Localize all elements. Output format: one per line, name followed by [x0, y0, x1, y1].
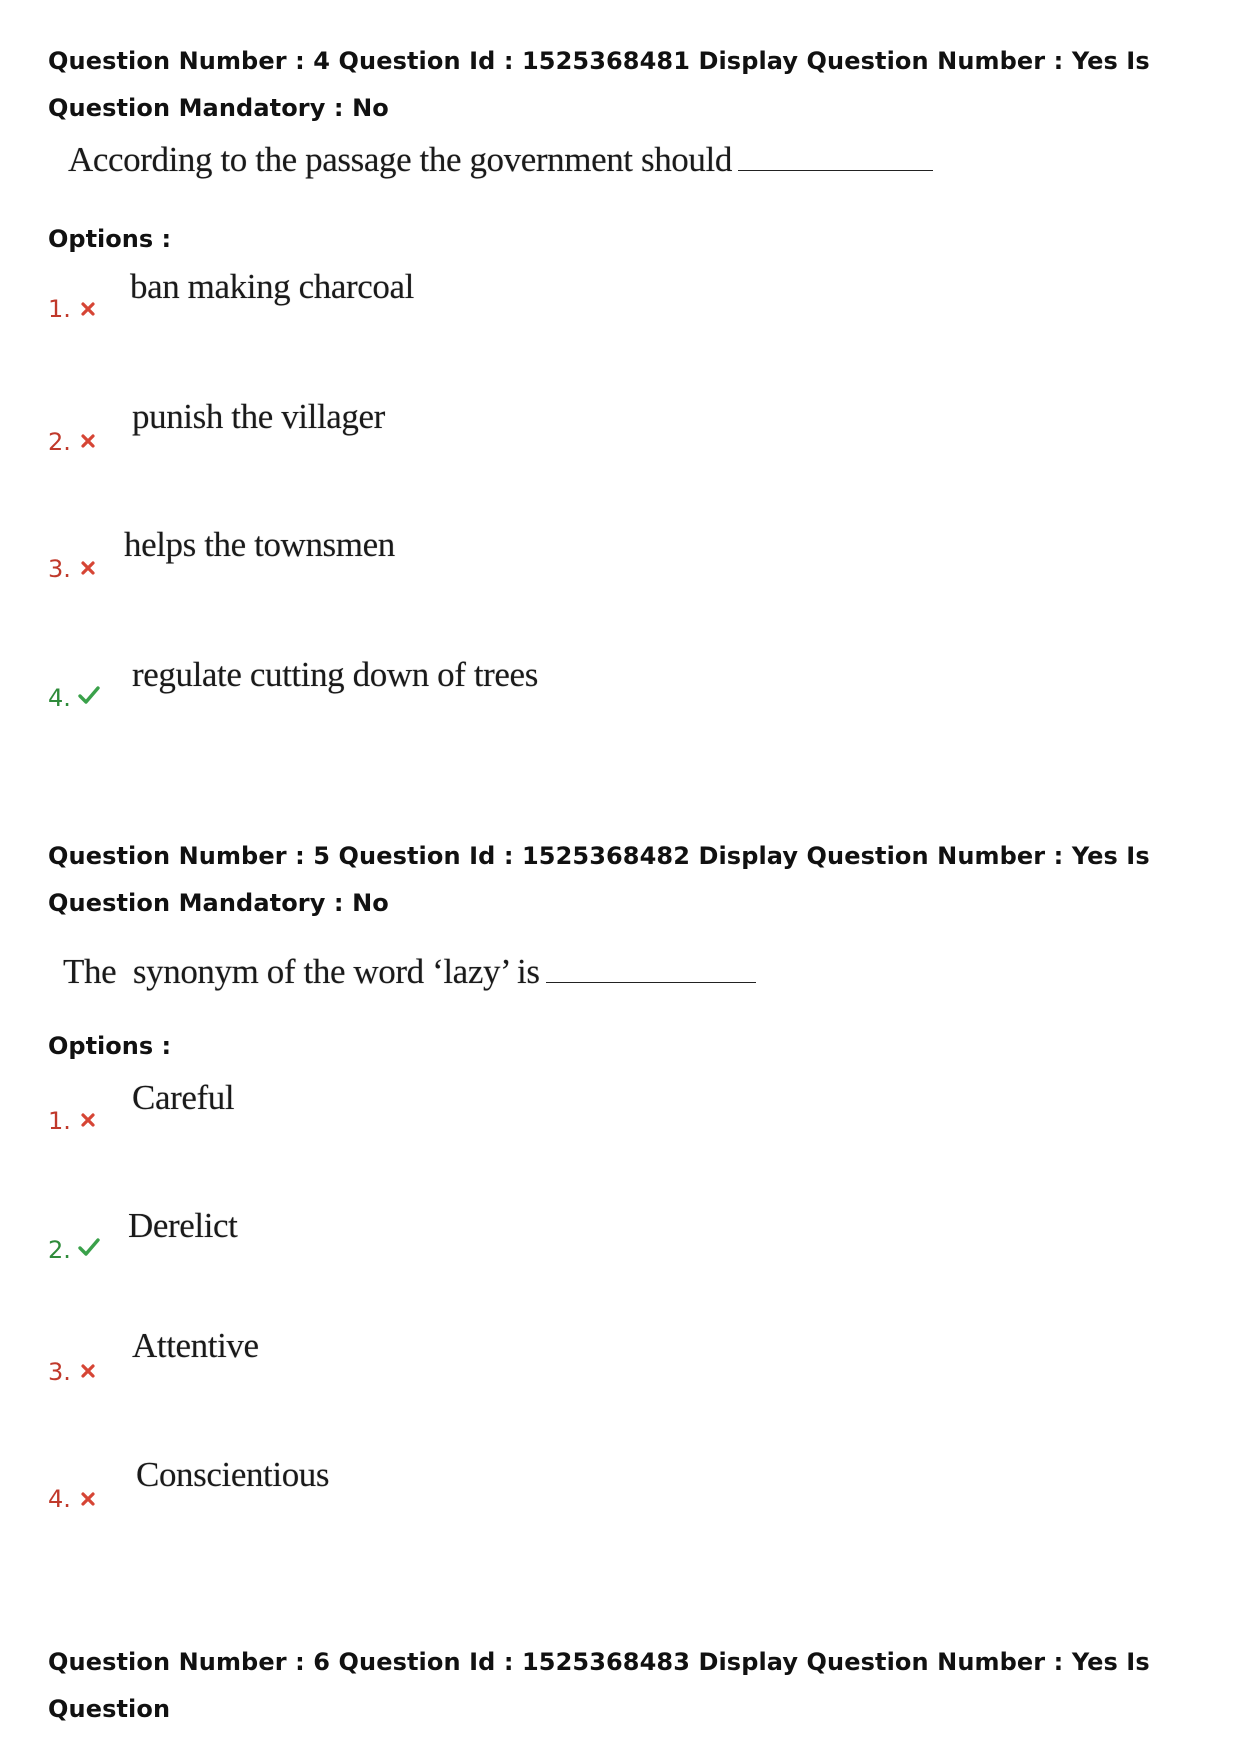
check-icon	[77, 684, 101, 706]
question-header: Question Number : 5 Question Id : 1525368482 Display Question Number : Yes Is Question Mandatory : No	[48, 842, 1150, 917]
option-number: 3.	[48, 555, 71, 583]
option-text: Derelict	[128, 1206, 238, 1245]
option-item[interactable]	[48, 385, 1148, 456]
question-text	[63, 952, 756, 992]
option-item[interactable]	[48, 1195, 1148, 1264]
option-number: 4.	[48, 1485, 71, 1513]
cross-icon	[80, 1363, 96, 1379]
option-text: helps the townsmen	[124, 525, 395, 564]
option-item[interactable]	[48, 1445, 1148, 1513]
option-item[interactable]	[48, 1315, 1148, 1386]
cross-icon	[80, 301, 96, 317]
option-number: 2.	[48, 428, 71, 456]
option-item[interactable]	[48, 645, 1148, 712]
option-number: 2.	[48, 1236, 71, 1264]
options-label: Options :	[48, 1032, 172, 1060]
option-item[interactable]	[48, 1065, 1148, 1135]
option-number: 3.	[48, 1358, 71, 1386]
cross-icon	[80, 1491, 96, 1507]
option-text: Conscientious	[136, 1455, 330, 1494]
question-text-content: According to the passage the government should	[68, 140, 732, 179]
answer-blank	[738, 169, 933, 171]
option-text: ban making charcoal	[130, 267, 414, 306]
option-number: 4.	[48, 684, 71, 712]
cross-icon	[80, 433, 96, 449]
question-header: Question Number : 6 Question Id : 1525368483 Display Question Number : Yes Is Question	[48, 1648, 1150, 1723]
cross-icon	[80, 560, 96, 576]
question-text-content: The synonym of the word ‘lazy’ is	[63, 952, 540, 991]
option-text: regulate cutting down of trees	[132, 655, 538, 694]
check-icon	[77, 1236, 101, 1258]
question-text	[68, 140, 933, 180]
option-text: Careful	[132, 1078, 235, 1117]
option-text: punish the villager	[132, 397, 385, 436]
question-header: Question Number : 4 Question Id : 1525368481 Display Question Number : Yes Is Question Mandatory : No	[48, 47, 1150, 122]
option-item[interactable]	[48, 515, 1148, 583]
option-number: 1.	[48, 295, 71, 323]
answer-blank	[546, 981, 756, 983]
options-label: Options :	[48, 225, 172, 253]
option-text: Attentive	[132, 1326, 259, 1365]
option-number: 1.	[48, 1107, 71, 1135]
option-item[interactable]	[48, 255, 1148, 323]
cross-icon	[80, 1112, 96, 1128]
